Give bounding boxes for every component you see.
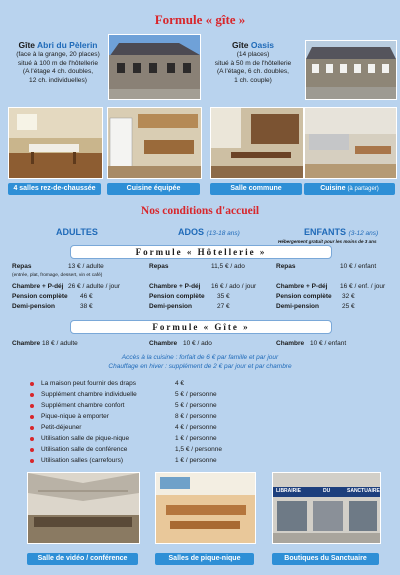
bullet-icon xyxy=(30,426,34,430)
gite-ado-label: Chambre xyxy=(149,340,178,347)
col-enfants xyxy=(304,227,378,237)
col-enfants-label: ENFANTS xyxy=(304,227,347,237)
col-ados xyxy=(178,227,240,237)
gite-note-cuisine: Accès à la cuisine : forfait de 6 € par famille et par jour xyxy=(121,354,279,361)
bullet-icon xyxy=(30,393,34,397)
gite-oasis-line3: (A l'étage, 6 ch. doubles, xyxy=(216,68,289,75)
extra-label: Utilisation salle de pique-nique xyxy=(41,435,130,442)
cuisine-equipee-photo xyxy=(107,107,202,179)
gite-prefix: Gîte xyxy=(231,40,249,50)
extra-label: Pique-nique à emporter xyxy=(41,413,109,420)
bullet-icon xyxy=(30,437,34,441)
gite-oasis-line4: 1 ch. couple) xyxy=(234,76,272,84)
adult-row-label: Repas xyxy=(12,263,32,270)
cuisine-partager-photo xyxy=(304,107,397,179)
boutiques-photo xyxy=(272,472,381,544)
bullet-icon xyxy=(30,448,34,452)
bullet-icon xyxy=(30,404,34,408)
enf-row-label: Chambre + P-déj xyxy=(276,283,328,290)
gite-oasis-line1: (14 places) xyxy=(236,51,270,58)
gite-oasis-photo xyxy=(305,40,397,100)
caption-salles: 4 salles rez-de-chaussée xyxy=(8,183,101,195)
bullet-icon xyxy=(30,459,34,463)
col-ados-label: ADOS xyxy=(178,227,205,237)
bullet-icon xyxy=(30,382,34,386)
extra-label: Petit-déjeuner xyxy=(41,424,82,431)
extra-label: Supplément chambre confort xyxy=(41,402,125,409)
adult-row-price: 26 € / adulte / jour xyxy=(68,283,121,290)
gite-abri-photo xyxy=(108,34,201,100)
gite-formula-bar: Formule « Gîte » xyxy=(70,320,332,334)
col-ados-age: (13-18 ans) xyxy=(206,230,240,237)
caption-cuisine-equipee: Cuisine équipée xyxy=(107,183,200,195)
adult-row-label: Demi-pension xyxy=(12,303,55,310)
gite-abri-line4: 12 ch. individuelles) xyxy=(29,76,87,84)
gite-adult-price: 18 € / adulte xyxy=(42,340,78,347)
extra-price: 5 € / personne xyxy=(175,391,217,398)
ado-row-label: Repas xyxy=(149,263,169,270)
hotellerie-bar: Formule « Hôtellerie » xyxy=(70,245,332,259)
bullet-icon xyxy=(30,415,34,419)
video-conference-photo xyxy=(27,472,140,544)
gite-oasis-name: Oasis xyxy=(250,40,275,50)
gite-oasis-line2: situé à 50 m de l'hôtellerie xyxy=(214,59,292,67)
shop-sign-left: LIBRAIRIE xyxy=(276,488,301,494)
ado-row-price: 11,5 € / ado xyxy=(211,263,245,270)
gite-abri-block xyxy=(8,40,108,85)
gite-oasis-title xyxy=(203,40,303,51)
salles-photo xyxy=(8,107,103,179)
gite-oasis-block xyxy=(203,40,303,85)
shop-sign-right: SANCTUAIRE xyxy=(347,488,380,494)
extra-price: 4 € xyxy=(175,380,185,387)
gite-note-chauffage: Chauffage en hiver : supplément de 2 € par jour et par chambre xyxy=(108,363,292,370)
extra-price: 1,5 € / personne xyxy=(175,446,222,453)
pique-nique-photo xyxy=(155,472,256,544)
gite-adult-label: Chambre xyxy=(12,340,41,347)
caption-cuisine-partager xyxy=(304,183,395,195)
extra-price: 4 € / personne xyxy=(175,424,217,431)
ado-row-price: 27 € xyxy=(217,303,230,310)
adult-row-price: 46 € xyxy=(80,293,93,300)
ado-row-label: Pension complète xyxy=(149,293,205,300)
caption-boutiques: Boutiques du Sanctuaire xyxy=(272,553,379,565)
salle-commune-photo xyxy=(210,107,304,179)
gite-abri-line2: situé à 100 m de l'hôtellerie xyxy=(17,59,99,67)
ado-row-price: 16 € / ado / jour xyxy=(211,283,257,290)
adult-row-label: Chambre + P-déj xyxy=(12,283,64,290)
shop-sign-mid: DU xyxy=(323,488,331,494)
enf-row-label: Repas xyxy=(276,263,296,270)
gite-abri-line3: (A l'étage 4 ch. doubles, xyxy=(22,68,94,75)
extra-label: La maison peut fournir des draps xyxy=(41,380,137,387)
enfants-note: Hébergement gratuit pour les moins de 3 ans xyxy=(278,239,377,244)
adult-row-price: 38 € xyxy=(80,303,93,310)
extra-price: 5 € / personne xyxy=(175,402,217,409)
caption-cuisine-word: Cuisine xyxy=(320,185,346,192)
enf-row-price: 32 € xyxy=(342,293,355,300)
extra-label: Utilisation salle de conférence xyxy=(41,446,128,453)
extra-price: 1 € / personne xyxy=(175,435,217,442)
caption-cuisine-note: (à partager) xyxy=(347,186,379,192)
caption-video: Salle de vidéo / conférence xyxy=(27,553,138,565)
extra-price: 8 € / personne xyxy=(175,413,217,420)
col-adultes: ADULTES xyxy=(56,227,98,237)
ado-row-label: Chambre + P-déj xyxy=(149,283,201,290)
gite-ado-price: 10 € / ado xyxy=(183,340,212,347)
enf-row-label: Pension complète xyxy=(276,293,332,300)
adult-row-label: Pension complète xyxy=(12,293,68,300)
gite-abri-name: Abri du Pèlerin xyxy=(37,40,98,50)
page-title: Formule « gîte » xyxy=(154,12,246,27)
extra-label: Supplément chambre individuelle xyxy=(41,391,137,398)
conditions-title: Nos conditions d'accueil xyxy=(140,205,260,217)
gite-abri-line1: (face à la grange, 20 places) xyxy=(16,51,100,58)
enf-row-label: Demi-pension xyxy=(276,303,319,310)
enf-row-price: 25 € xyxy=(342,303,355,310)
repas-note: (entrée, plat, fromage, dessert, vin et café) xyxy=(12,273,103,278)
col-enfants-age: (3-12 ans) xyxy=(348,230,379,237)
enf-row-price: 10 € / enfant xyxy=(340,263,377,270)
caption-pique-nique: Salles de pique-nique xyxy=(155,553,254,565)
extra-price: 1 € / personne xyxy=(175,457,217,464)
enf-row-price: 16 € / enf. / jour xyxy=(340,283,386,290)
extra-label: Utilisation salles (carrefours) xyxy=(41,457,123,464)
gite-enf-price: 10 € / enfant xyxy=(310,340,347,347)
caption-salle-commune: Salle commune xyxy=(210,183,302,195)
gite-abri-title xyxy=(8,40,108,51)
ado-row-label: Demi-pension xyxy=(149,303,192,310)
gite-enf-label: Chambre xyxy=(276,340,305,347)
gite-prefix: Gîte xyxy=(18,40,35,50)
adult-row-price: 13 € / adulte xyxy=(68,263,104,270)
ado-row-price: 35 € xyxy=(217,293,230,300)
